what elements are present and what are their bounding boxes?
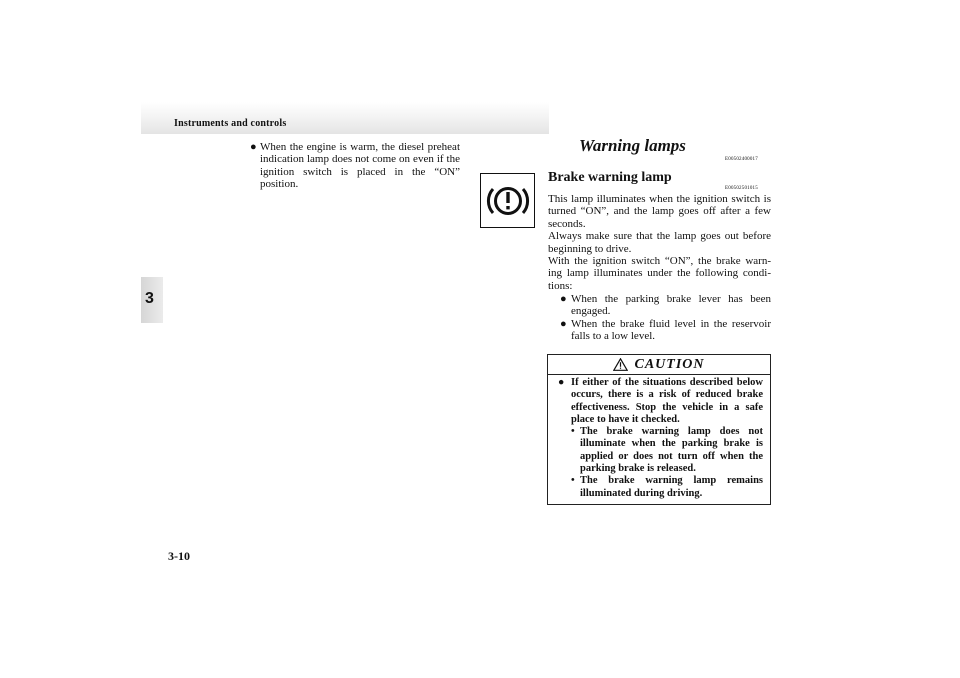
caution-main-text: If either of the situations described below occurs, there is a risk of reduced brake effectiveness. Stop the vehicle in a safe place to have it checked. [571, 377, 763, 425]
list-item-text: When the brake fluid level in the reservoir falls to a low level. [571, 317, 771, 343]
caution-header [548, 355, 770, 375]
caution-sub-text: The brake warning lamp does not illuminate when the parking brake is applied or does not turn off when the parking brake is released. [580, 426, 763, 475]
section-code: E00502400017 [725, 157, 758, 162]
brake-warning-icon [485, 182, 531, 220]
subsection-code: E00502501015 [725, 186, 758, 191]
caution-sub-text: The brake warning lamp remains illuminated during driving. [580, 475, 763, 499]
warning-triangle-icon [613, 358, 628, 371]
caution-title: CAUTION [634, 356, 705, 372]
sub-bullet-icon: • [571, 475, 575, 487]
sub-bullet-icon: • [571, 426, 575, 438]
bullet-icon: ● [560, 317, 567, 330]
bullet-icon: ● [250, 141, 257, 153]
left-column-text: When the engine is warm, the diesel preheat indication lamp does not come on even if the ignition switch is placed in the “ON” position. [260, 141, 460, 191]
page-number: 3-10 [168, 549, 190, 563]
body-paragraph-3: With the ignition switch “ON”, the brake warn-ing lamp illuminates under the following condi-tions: [548, 255, 771, 292]
caution-box [547, 354, 771, 505]
list-item [560, 318, 771, 343]
chapter-tab-number: 3 [145, 290, 154, 307]
body-text [548, 193, 771, 292]
brake-warning-icon-box [480, 173, 535, 228]
subsection-title: Brake warning lamp [548, 170, 672, 185]
list-item [560, 293, 771, 318]
caution-item [558, 377, 763, 426]
header-title: Instruments and controls [174, 118, 287, 129]
bullet-icon: ● [558, 377, 565, 388]
caution-sub-item [558, 475, 763, 500]
bullet-icon: ● [560, 293, 567, 305]
section-title: Warning lamps [579, 136, 686, 155]
list-item-text: When the parking brake lever has been engaged. [571, 293, 771, 318]
body-paragraph-2: Always make sure that the lamp goes out before beginning to drive. [548, 230, 771, 255]
condition-list [560, 293, 771, 343]
caution-sub-item [558, 426, 763, 475]
body-paragraph-1: This lamp illuminates when the ignition switch is turned “ON”, and the lamp goes off after a few seconds. [548, 193, 771, 230]
caution-body [558, 377, 763, 500]
